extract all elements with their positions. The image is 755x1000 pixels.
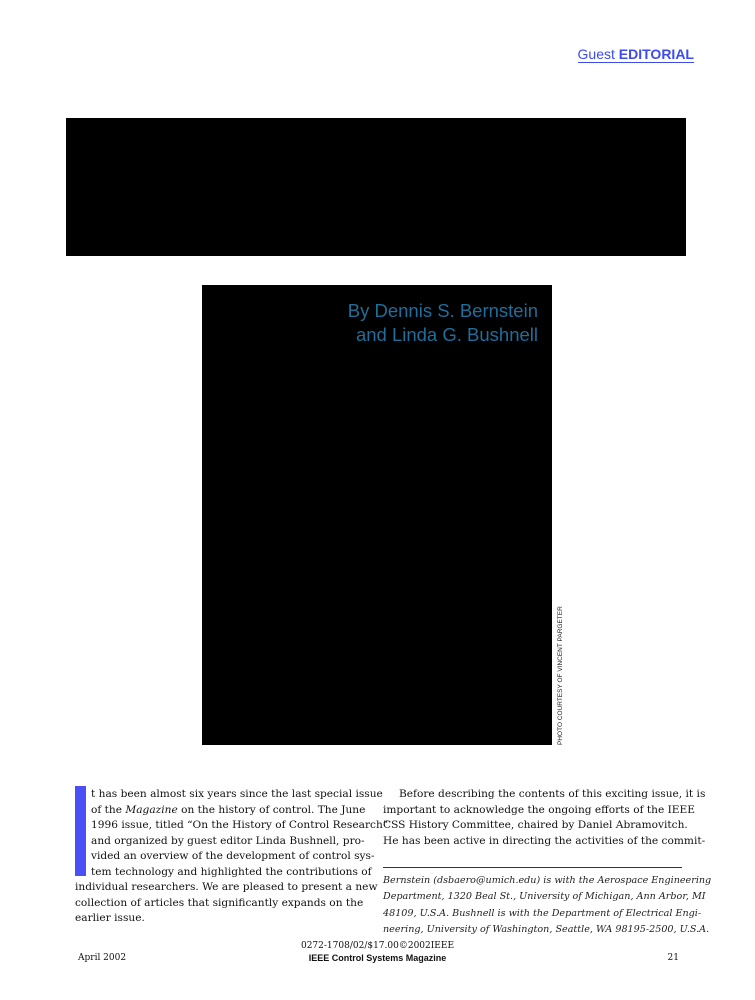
footnote-line: 48109, U.S.A. Bushnell is with the Department of Electrical Engi-: [383, 907, 702, 919]
footnote-line: Bernstein (dsbaero@umich.edu) is with the Aerospace Engineering: [383, 875, 712, 886]
byline-line-2: and Linda G. Bushnell: [355, 324, 538, 345]
footnote-line: neering, University of Washington, Seattle, WA 98195-2500, U.S.A.: [383, 923, 710, 935]
text-line: t has been almost six years since the last special issue: [91, 788, 383, 800]
author-footnote: [383, 873, 712, 938]
text-line: Before describing the contents of this exciting issue, it is: [399, 788, 706, 800]
text-line: vided an overview of the development of control sys-: [91, 850, 375, 862]
byline: [348, 299, 538, 347]
footer-code: 0272-1708/02/$17.00©2002IEEE: [300, 941, 455, 951]
drop-cap: [75, 786, 86, 876]
text-line: of the Magazine on the history of control. The June: [91, 803, 366, 816]
footer-date: April 2002: [78, 953, 127, 963]
section-header: [578, 46, 694, 63]
text-line: CSS History Committee, chaired by Daniel Abramovitch.: [383, 819, 688, 831]
column-1: [75, 880, 378, 927]
footer-magazine: IEEE Control Systems Magazine: [308, 953, 447, 963]
title-image: [66, 118, 686, 256]
byline-line-1: By Dennis S. Bernstein: [347, 300, 538, 321]
photo-credit: PHOTO COURTESY OF VINCENT PARGETER: [557, 606, 564, 745]
text-line: individual researchers. We are pleased to present a new: [75, 881, 378, 893]
text-line: He has been active in directing the activities of the commit-: [383, 834, 706, 847]
footnote-rule: [383, 867, 682, 868]
text-line: earlier issue.: [75, 912, 145, 924]
text-line: tem technology and highlighted the contributions of: [91, 865, 372, 878]
footnote-line: Department, 1320 Beal St., University of Michigan, Ann Arbor, MI: [383, 891, 706, 903]
header-editorial: EDITORIAL: [618, 46, 694, 62]
magazine-italic: Magazine: [125, 803, 178, 816]
header-guest: Guest: [577, 46, 615, 62]
text-line: important to acknowledge the ongoing efforts of the IEEE: [383, 803, 695, 816]
text-line: 1996 issue, titled “On the History of Control Research”: [91, 819, 389, 831]
text-line: collection of articles that significantly expands on the: [75, 896, 364, 909]
page-number: 21: [667, 953, 679, 963]
column-1-indented: [91, 787, 389, 880]
feature-photo: [202, 285, 552, 745]
text-line: and organized by guest editor Linda Bushnell, pro-: [91, 834, 365, 847]
column-2: [383, 787, 706, 849]
